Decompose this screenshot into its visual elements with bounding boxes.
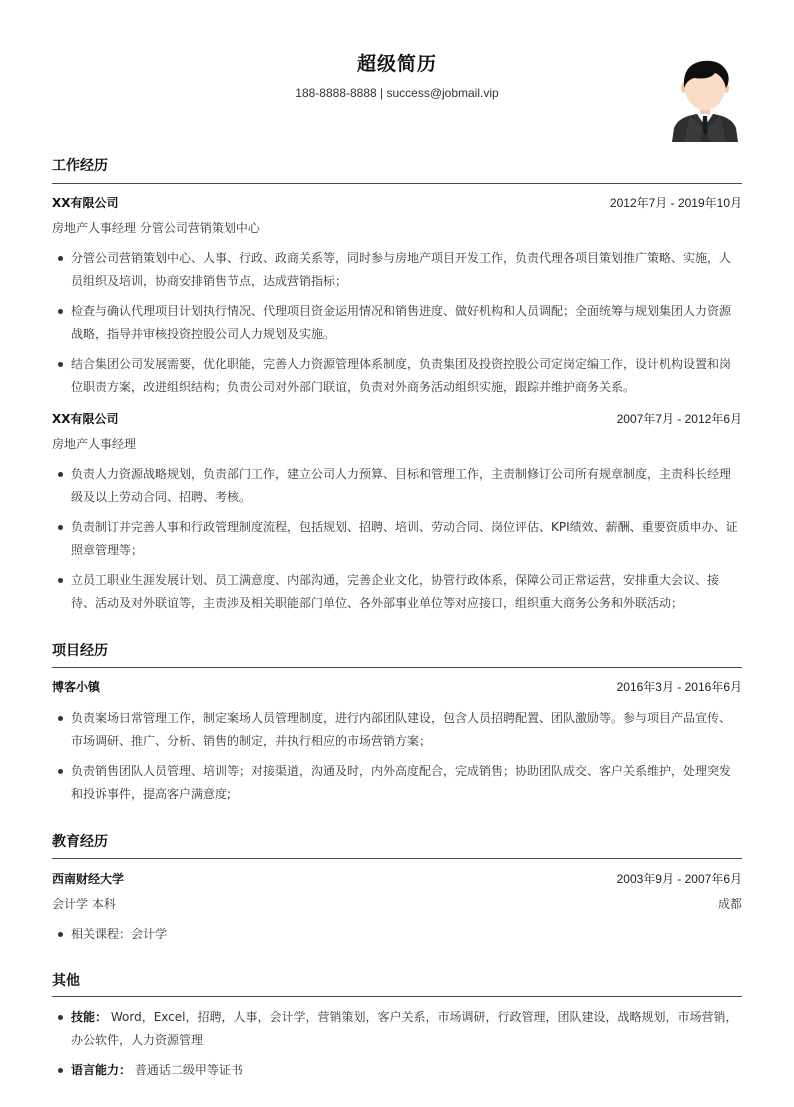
project-section-title: 项目经历	[52, 643, 108, 659]
work-section-title: 工作经历	[52, 158, 108, 174]
major-degree: 会计学 本科	[52, 897, 116, 911]
work-entry-1-company: XX有限公司	[52, 196, 119, 210]
contact-line: 188-8888-8888 | success@jobmail.vip	[295, 86, 499, 100]
work-entry-2-dates: 2007年7月 - 2012年6月	[616, 412, 742, 426]
bullet-dot	[58, 769, 63, 774]
work-entry-1-role: 房地产人事经理 分管公司营销策划中心	[52, 221, 260, 235]
work-entry-2-bullet-3: 立员工职业生涯发展计划、员工满意度、内部沟通，完善企业文化，协管行政体系，保障公司正常运营，安排重大会议、接待、活动及对外联谊等，主责涉及相关职能部门单位、各外部事业单位等对应接口，组织重大商务公务和外联活动；	[71, 573, 720, 610]
project-section-divider	[52, 667, 742, 668]
bullet-dot	[58, 1015, 63, 1020]
project-entry-header	[52, 678, 742, 696]
language-item	[71, 1059, 741, 1082]
other-section-divider	[52, 996, 742, 997]
language-value: 普通话二级甲等证书	[134, 1063, 243, 1077]
education-detail-row	[52, 895, 742, 913]
candidate-name: 超级简历	[356, 53, 437, 75]
education-dates: 2003年9月 - 2007年6月	[616, 872, 742, 886]
work-entry-1-header	[52, 194, 742, 212]
bullet-dot	[58, 256, 63, 261]
project-name: 博客小镇	[52, 680, 101, 694]
bullet-dot	[58, 472, 63, 477]
work-section-divider	[52, 183, 742, 184]
work-entry-1-bullet-1: 分管公司营销策划中心、人事、行政、政商关系等，同时参与房地产项目开发工作，负责代理各项目策划推广策略、实施，人员组织及培训，协商安排销售节点，达成营销指标；	[71, 251, 732, 288]
bullet-dot	[58, 525, 63, 530]
education-section-divider	[52, 858, 742, 859]
work-entry-1-dates: 2012年7月 - 2019年10月	[609, 196, 742, 210]
work-entry-2-bullet-1: 负责人力资源战略规划，负责部门工作，建立公司人力预算、目标和管理工作，主责制修订公司所有规章制度，主责科长经理级及以上劳动合同、招聘、考核。	[71, 467, 732, 504]
work-entry-1-bullet-3: 结合集团公司发展需要，优化职能，完善人力资源管理体系制度，负责集团及投资控股公司定岗定编工作，设计机构设置和岗位职责方案，改进组织结构；负责公司对外部门联谊，负责对外商务活动组织实施，跟踪并维护商务关系。	[71, 357, 732, 394]
work-entry-2-header	[52, 410, 742, 428]
project-dates: 2016年3月 - 2016年6月	[616, 680, 742, 694]
education-entry-header	[52, 870, 742, 888]
bullet-dot	[58, 362, 63, 367]
bullet-dot	[58, 716, 63, 721]
work-entry-2-bullet-2: 负责制订并完善人事和行政管理制度流程，包括规划、招聘、培训、劳动合同、岗位评估、KPI绩效、薪酬、重要资质申办、证照章管理等；	[71, 520, 738, 557]
skills-list: Word，Excel，招聘，人事，会计学，营销策划，客户关系，市场调研，行政管理，团队建设，战略规划，市场营销，办公软件，人力资源管理	[71, 1010, 738, 1047]
other-section-title: 其他	[52, 973, 80, 989]
work-entry-2-company: XX有限公司	[52, 412, 119, 426]
school-name: 西南财经大学	[52, 872, 125, 886]
bullet-dot	[58, 932, 63, 937]
education-section-title: 教育经历	[52, 834, 108, 850]
education-courses: 相关课程：会计学	[71, 927, 168, 941]
project-bullet-1: 负责案场日常管理工作，制定案场人员管理制度，进行内部团队建设，包含人员招聘配置、团队激励等。参与项目产品宣传、市场调研、推广、分析、销售的制定，并执行相应的市场营销方案；	[71, 711, 732, 748]
bullet-dot	[58, 578, 63, 583]
bullet-dot	[58, 1068, 63, 1073]
avatar-man-suit-icon	[670, 56, 740, 142]
bullet-dot	[58, 309, 63, 314]
work-entry-2-role: 房地产人事经理	[52, 437, 137, 451]
project-bullet-2: 负责销售团队人员管理、培训等；对接渠道，沟通及时，内外高度配合，完成销售；协助团队成交、客户关系维护，处理突发和投诉事件，提高客户满意度;	[71, 764, 732, 801]
language-label: 语言能力：	[71, 1063, 132, 1077]
education-city: 成都	[717, 897, 742, 911]
work-entry-1-bullet-2: 检查与确认代理项目计划执行情况、代理项目资金运用情况和销售进度、做好机构和人员调配；全面统筹与规划集团人力资源战略，指导并审核投资控股公司人力规划及实施。	[71, 304, 732, 341]
skills-item	[71, 1006, 741, 1052]
skills-label: 技能：	[71, 1010, 108, 1024]
